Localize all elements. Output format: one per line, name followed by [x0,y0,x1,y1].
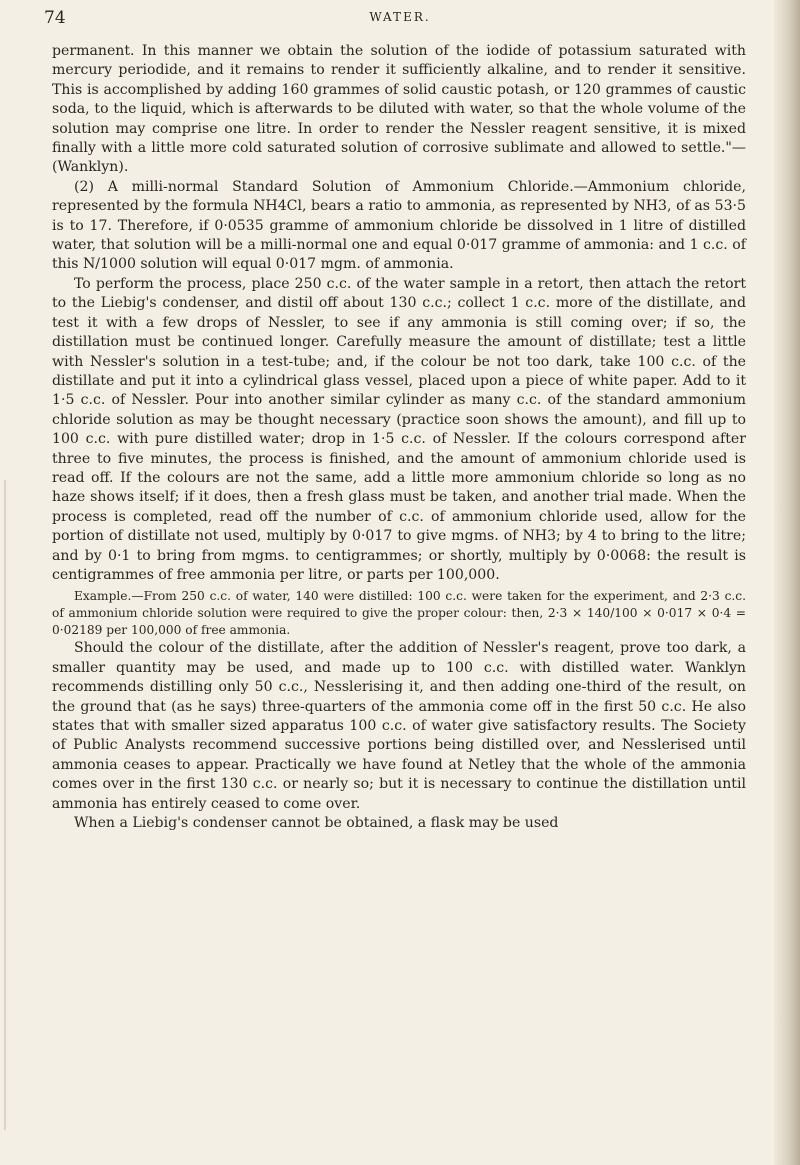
paragraph-example: Example.—From 250 c.c. of water, 140 were distilled: 100 c.c. were taken for the experiment, and 2·3 c.c. of ammonium chloride solution were required to give the proper colour: then, 2·3 × 140/100 × 0·017 × 0·4 = 0·02189 per 100,000 of free ammonia. [52,589,746,638]
body-text [52,42,746,833]
page-number: 74 [44,8,66,28]
binding-mark [4,480,6,1130]
paragraph-liebig-condenser: When a Liebig's condenser cannot be obtained, a flask may be used [74,815,559,832]
page-edge-shadow [774,0,800,1165]
running-head: WATER. [369,10,431,24]
paragraph-colour-too-dark: Should the colour of the distillate, after the addition of Nessler's reagent, prove too dark, a smaller quantity may be used, and made up to 100 c.c. with distilled water. Wanklyn recommends distilling only 50 c.c., Nesslerising it, and then adding one-third of the result, on the ground that (as he says) three-quarters of the ammonia come off in the first 50 c.c. He also states that with smaller sized apparatus 100 c.c. of water give satisfactory results. The Society of Public Analysts recommend successive portions being distilled over, and Nesslerised until ammonia ceases to appear. Practically we have found at Netley that the whole of the ammonia comes over in the first 130 c.c. or nearly so; but it is necessary to continue the distillation until ammonia has entirely ceased to come over. [52,640,746,812]
paragraph-ammonium-chloride-solution: (2) A milli-normal Standard Solution of Ammonium Chloride.—Ammonium chloride, represented by the formula NH4Cl, bears a ratio to ammonia, as represented by NH3, of as 53·5 is to 17. Therefore, if 0·0535 gramme of ammonium chloride be dissolved in 1 litre of distilled water, that solution will be a milli-normal one and equal 0·017 gramme of ammonia: and 1 c.c. of this N/1000 solution will equal 0·017 mgm. of ammonia. [52,178,746,273]
paragraph-process: To perform the process, place 250 c.c. of the water sample in a retort, then attach the retort to the Liebig's condenser, and distil off about 130 c.c.; collect 1 c.c. more of the distillate, and test it with a few drops of Nessler, to see if any ammonia is still coming over; if so, the distillation must be continued longer. Carefully measure the amount of distillate; test a little with Nessler's solution in a test-tube; and, if the colour be not too dark, take 100 c.c. of the distillate and put it into a cylindrical glass vessel, placed upon a piece of white paper. Add to it 1·5 c.c. of Nessler. Pour into another similar cylinder as many c.c. of the standard ammonium chloride solution as may be thought necessary (practice soon shows the amount), and fill up to 100 c.c. with pure distilled water; drop in 1·5 c.c. of Nessler. If the colours correspond after three to five minutes, the process is finished, and the amount of ammonium chloride used is read off. If the colours are not the same, add a little more ammonium chloride so long as no haze shows itself; if it does, then a fresh glass must be taken, and another trial made. When the process is completed, read off the number of c.c. of ammonium chloride used, allow for the portion of distillate not used, multiply by 0·017 to give mgms. of NH3; by 4 to bring to the litre; and by 0·1 to bring from mgms. to centigrammes; or shortly, multiply by 0·0068: the result is centigrammes of free ammonia per litre, or parts per 100,000. [52,275,746,583]
paragraph-nessler-reagent: permanent. In this manner we obtain the solution of the iodide of potassium saturated with mercury periodide, and it remains to render it sufficiently alkaline, and to render it sensitive. This is accomplished by adding 160 grammes of solid caustic potash, or 120 grammes of caustic soda, to the liquid, which is afterwards to be diluted with water, so that the whole volume of the solution may comprise one litre. In order to render the Nessler reagent sensitive, it is mixed finally with a little more cold saturated solution of corrosive sublimate and allowed to settle."—(Wanklyn). [52,43,746,176]
